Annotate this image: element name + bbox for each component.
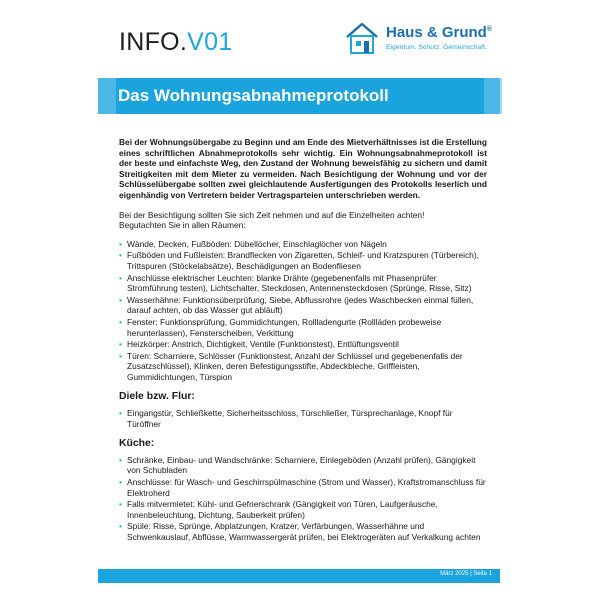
list-item: • Wasserhähne: Funktionsüberprüfung, Siebe, Abflussrohre (jedes Waschbecken einmal füllen, darauf achten, ob das Wasser gut abläuft)	[119, 295, 487, 316]
advice-line: Begutachten Sie in allen Räumen:	[119, 220, 246, 231]
hall-checklist	[119, 408, 487, 429]
title-banner	[98, 78, 500, 114]
list-item: • Heizkörper: Anstrich, Dichtigkeit, Ventile (Funktionstest), Entlüftungsventil	[119, 339, 487, 350]
footer-date-page: März 2025 | Seite 1	[440, 571, 492, 577]
list-item: • Fenster: Funktionsprüfung, Gummidichtungen, Rollladengurte (Rollläden probeweise herunterlassen), Fensterscheiben, Verkittung	[119, 317, 487, 338]
list-item: • Türen: Scharniere, Schlösser (Funktionstest, Anzahl der Schlüssel und gegebenenfalls der Zusatzschlüssel), Klinken, deren Befestigungsstifte, Abdeckbleche, Griffleisten, Gummidichtungen, Türspion	[119, 351, 487, 383]
document-code-main: INFO.	[119, 28, 188, 56]
document-code	[119, 28, 233, 57]
logo-brand-name: Haus & Grund®	[386, 24, 493, 41]
page-header	[0, 0, 600, 78]
document-body	[119, 137, 487, 544]
list-item: • Schränke, Einbau- und Wandschränke: Scharniere, Einlegeböden (Anzahl prüfen), Gängigkeit von Schubladen	[119, 455, 487, 476]
list-item: • Fußböden und Fußleisten: Brandflecken von Zigaretten, Schleif- und Kratzspuren (Türbereich), Trittspuren (Stöckelabsätze), Beschädigungen an Bodenfliesen	[119, 250, 487, 271]
page-title: Das Wohnungsabnahmeprotokoll	[118, 86, 389, 105]
section-heading-kitchen: Küche:	[119, 438, 155, 450]
intro-paragraph: Bei der Wohnungsübergabe zu Beginn und am Ende des Mietverhältnisses ist die Erstellung eines schriftlichen Abnahmeprotokolls sehr wichtig. Ein Wohnungsabnahmeprotokoll ist der beste und einfachste Weg, den Zustand der Wohnung beweisfähig zu sichern und damit Streitigkeiten mit dem Mieter zu vermeiden. Nach Besichtigung der Wohnung und vor der Schlüsselübergabe sollten zwei gleichlautende Ausfertigungen des Protokolls leserlich und eigenhändig von Vertretern beider Vertragsparteien unterschrieben werden.	[119, 137, 487, 200]
logo-slogan: Eigentum. Schutz. Gemeinschaft.	[386, 44, 487, 51]
document-code-accent: V01	[187, 28, 233, 56]
list-item: • Wände, Decken, Fußböden: Dübellöcher, Einschlaglöcher von Nägeln	[119, 239, 487, 250]
house-icon	[344, 20, 380, 56]
list-item: • Eingangstür, Schließkette, Sicherheitsschloss, Türschließer, Türsprechanlage, Knopf für Türöffner	[119, 408, 487, 429]
footer-bar	[98, 569, 500, 583]
advice-line: Bei der Besichtigung sollten Sie sich Zeit nehmen und auf die Einzelheiten achten!	[119, 209, 425, 220]
all-rooms-checklist	[119, 239, 487, 383]
section-heading-hall: Diele bzw. Flur:	[119, 391, 195, 403]
list-item: • Anschlüsse: für Wasch- und Geschirrspülmaschine (Strom und Wasser), Kraftstromanschluss für Elektroherd	[119, 477, 487, 498]
banner-decoration	[484, 78, 502, 114]
list-item: • Spüle: Risse, Sprünge, Abplatzungen, Kratzer, Verfärbungen, Wasserhähne und Schwenkauslauf, Abflüsse, Warmwassergerät prüfen, bei Elektrogeräten auf Verkalkung achten	[119, 521, 487, 542]
list-item: • Anschlüsse elektrischer Leuchten: blanke Drähte (gegebenenfalls mit Phasenprüfer Stromführung testen), Lichtschalter, Steckdosen, Antennensteckdosen (Sprünge, Risse, Sitz)	[119, 273, 487, 294]
kitchen-checklist	[119, 455, 487, 543]
banner-decoration	[98, 78, 116, 114]
list-item: • Falls mitvermietet: Kühl- und Gefrierschrank (Gängigkeit von Türen, Laufgeräusche, Innenbeleuchtung, Dichtung, Sauberkeit prüfen)	[119, 499, 487, 520]
brand-logo	[344, 18, 504, 58]
